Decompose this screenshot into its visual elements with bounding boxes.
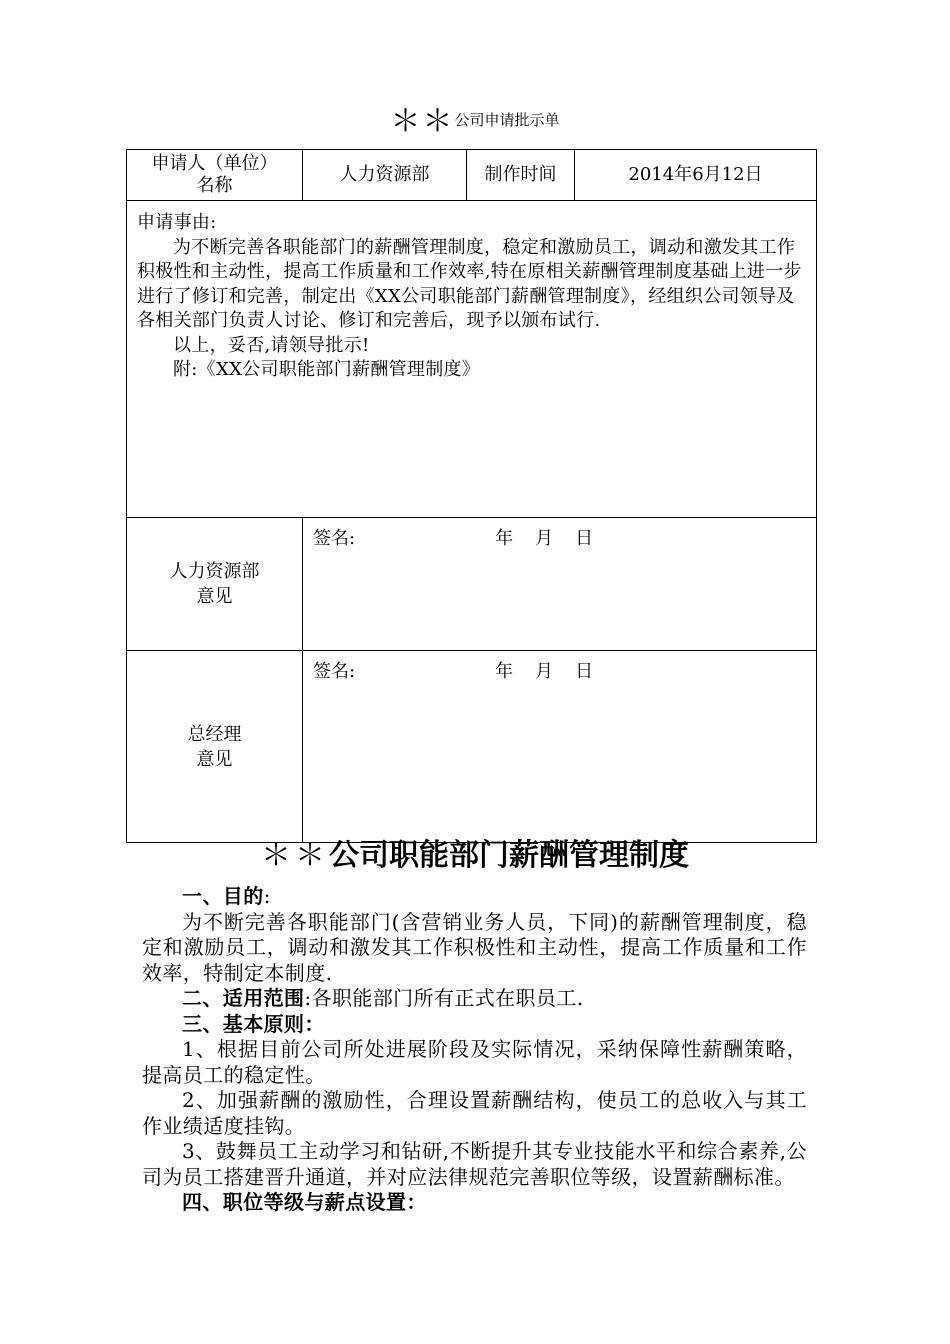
section-1-heading: 一、目的	[182, 884, 264, 908]
year-label: 年	[495, 528, 514, 549]
hr-opinion-label	[127, 518, 303, 651]
hr-opinion-row	[127, 518, 817, 651]
day-label: 日	[575, 661, 594, 682]
section-3-heading: 三、基本原则：	[182, 1011, 325, 1036]
gm-opinion-label	[127, 651, 303, 843]
approval-form-table	[126, 149, 817, 843]
applicant-value: 人力资源部	[303, 150, 467, 201]
sign-label: 签名:	[313, 528, 356, 549]
section-3-item-1: 1、根据目前公司所处进展阶段及实际情况，采纳保障性薪酬策略，提高员工的稳定性。	[142, 1037, 807, 1087]
section-2	[142, 986, 807, 1012]
title-stars: ＊＊	[261, 838, 329, 873]
reason-heading: 申请事由:	[137, 212, 217, 233]
applicant-label-line2: 名称	[196, 175, 233, 196]
section-4-heading: 四、职位等级与薪点设置：	[182, 1190, 427, 1214]
reason-row	[127, 201, 817, 518]
gm-signature-field[interactable]	[303, 651, 817, 843]
section-3-item-3: 3、鼓舞员工主动学习和钻研,不断提升其专业技能水平和综合素养,公司为员工搭建晋升通道，并对应法律规范完善职位等级，设置薪酬标准。	[142, 1139, 807, 1189]
month-label: 月	[535, 661, 554, 682]
gm-label-line2: 意见	[196, 748, 233, 770]
section-2-body: :各职能部门所有正式在职员工.	[304, 986, 584, 1010]
hr-label-line2: 意见	[196, 586, 233, 607]
gm-opinion-row	[127, 651, 817, 843]
hr-signature-field[interactable]	[303, 518, 817, 651]
time-value: 2014年6月12日	[575, 150, 817, 201]
document-title-text: 公司职能部门薪酬管理制度	[329, 838, 689, 873]
document-title	[0, 830, 950, 874]
title-stars: ＊＊	[390, 104, 455, 139]
day-label: 日	[575, 528, 594, 549]
section-3-item-2: 2、加强薪酬的激励性，合理设置薪酬结构，使员工的总收入与其工作业绩适度挂钩。	[142, 1088, 807, 1138]
year-label: 年	[495, 661, 514, 682]
section-1-colon: :	[263, 884, 271, 908]
reason-attachment: 附:《XX公司职能部门薪酬管理制度》	[173, 359, 481, 380]
reason-paragraph: 为不断完善各职能部门的薪酬管理制度，稳定和激励员工，调动和激发其工作积极性和主动性，提高工作质量和工作效率,特在原相关薪酬管理制度基础上进一步进行了修订和完善，制定出《XX公司职能部门薪酬管理制度》，经组织公司领导及各相关部门负责人讨论、修订和完善后，现予以颁布试行.	[137, 236, 802, 331]
hr-label-line1: 人力资源部	[169, 561, 260, 582]
form-title	[0, 96, 950, 140]
time-label: 制作时间	[467, 150, 575, 201]
form-title-text: 公司申请批示单	[454, 111, 560, 129]
applicant-label-line1: 申请人（单位）	[151, 153, 278, 174]
reason-cell	[127, 201, 817, 518]
form-header-row	[127, 150, 817, 201]
applicant-label-cell	[127, 150, 303, 201]
section-1-body: 为不断完善各职能部门(含营销业务人员，下同)的薪酬管理制度，稳定和激励员工，调动和激发其工作积极性和主动性，提高工作质量和工作效率，特制定本制度.	[142, 909, 807, 985]
document-body	[142, 884, 807, 1216]
month-label: 月	[535, 528, 554, 549]
section-2-heading: 二、适用范围	[182, 986, 305, 1010]
sign-label: 签名:	[313, 661, 356, 682]
section-1	[142, 884, 807, 910]
gm-label-line1: 总经理	[187, 723, 242, 745]
reason-request: 以上，妥否,请领导批示!	[173, 334, 370, 356]
